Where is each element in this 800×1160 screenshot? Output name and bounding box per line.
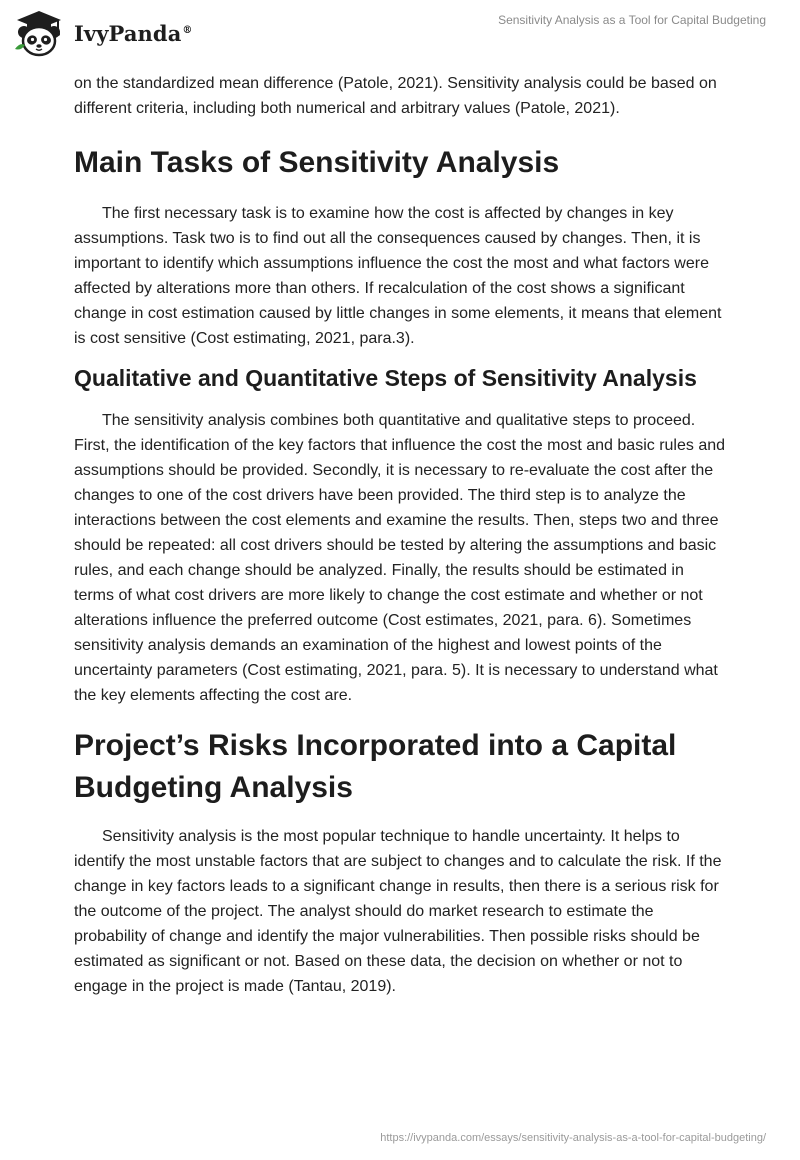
- paragraph-risks: Sensitivity analysis is the most popular technique to handle uncertainty. It helps to identify the most unstable factors that are subject to changes and to calculate the risk. If the change in key factors leads to a significant change in results, then there is a serious risk for the outcome of the project. The analyst should do market research to estimate the probability of change and identify the major vulnerabilities. Then possible risks should be estimated as significant or not. Based on these data, the decision on whether or not to engage in the project is made (Tantau, 2019).: [74, 828, 722, 995]
- paragraph-main-tasks: The first necessary task is to examine how the cost is affected by changes in key assumptions. Task two is to find out all the consequences caused by changes. Then, it is important to identify which assumptions influence the cost the most and what factors were affected by alterations more than others. If recalculation of the cost shows a significant change in cost estimation caused by little changes in some elements, it means that element is cost sensitive (Cost estimating, 2021, para.3).: [74, 205, 722, 347]
- article-body: [74, 71, 726, 999]
- brand-name: IvyPanda®: [74, 20, 193, 46]
- page-header: [0, 0, 800, 70]
- document-title: Sensitivity Analysis as a Tool for Capital Budgeting: [498, 13, 766, 27]
- intro-paragraph: on the standardized mean difference (Patole, 2021). Sensitivity analysis could be based on different criteria, including both numerical and arbitrary values (Patole, 2021).: [74, 75, 717, 117]
- source-url-link[interactable]: https://ivypanda.com/essays/sensitivity-analysis-as-a-tool-for-capital-budgeting/: [380, 1132, 766, 1144]
- heading-main-tasks: Main Tasks of Sensitivity Analysis: [74, 146, 560, 179]
- heading-risks: Project’s Risks Incorporated into a Capital Budgeting Analysis: [74, 729, 677, 804]
- brand-logo[interactable]: [14, 9, 193, 57]
- paragraph-steps: The sensitivity analysis combines both quantitative and qualitative steps to proceed. First, the identification of the key factors that influence the cost the most and basic rules and assumptions should be provided. Secondly, it is necessary to re-evaluate the cost after the changes to one of the cost drivers have been provided. The third step is to analyze the interactions between the cost elements and examine the results. Then, steps two and three should be repeated: all cost drivers should be tested by altering the assumptions and basic rules, and each change should be analyzed. Finally, the results should be estimated in terms of what cost drivers are more likely to change the cost estimate and whether or not alterations influence the preferred outcome (Cost estimates, 2021, para. 6). Sometimes sensitivity analysis demands an examination of the highest and lowest points of the uncertainty parameters (Cost estimating, 2021, para. 5). It is necessary to understand what the key elements affecting the cost are.: [74, 412, 726, 704]
- heading-steps: Qualitative and Quantitative Steps of Sensitivity Analysis: [74, 365, 697, 391]
- panda-graduate-icon: [14, 9, 64, 57]
